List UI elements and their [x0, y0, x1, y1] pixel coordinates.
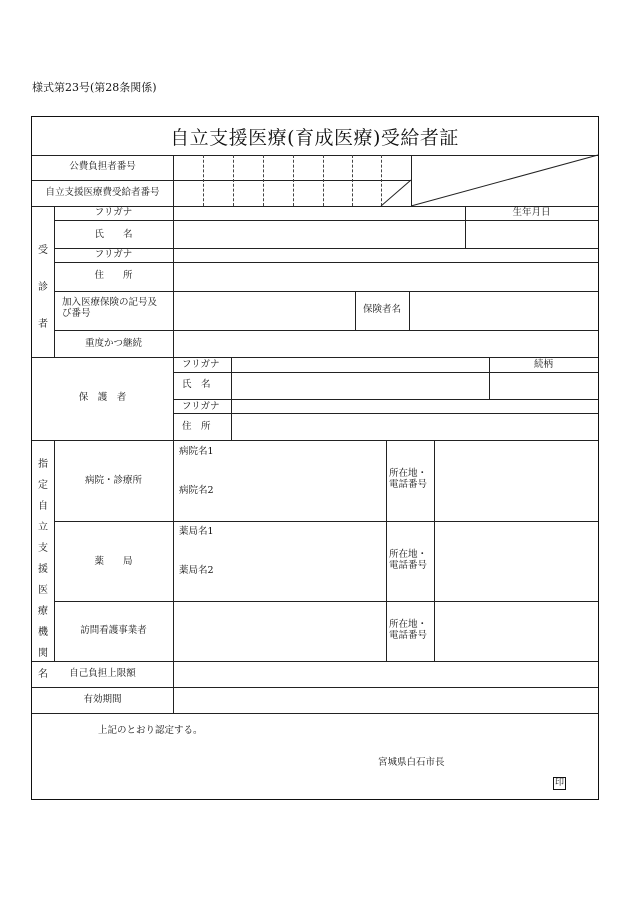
recipient-side-label: 受 診 者 — [38, 245, 48, 330]
form-number-label: 様式第23号(第28条関係) — [32, 81, 157, 94]
guardian-furigana-label-2: フリガナ — [182, 401, 220, 412]
certification-text: 上記のとおり認定する。 — [98, 725, 203, 736]
recipient-number-label: 自立支援医療費受給者番号 — [45, 187, 160, 198]
rule — [409, 291, 410, 330]
pharmacy-name-1: 薬局名1 — [179, 526, 214, 537]
pharmacy-label: 薬 局 — [94, 556, 133, 567]
rule — [32, 687, 598, 688]
validity-label: 有効期間 — [83, 694, 122, 705]
insurer-label: 保険者名 — [362, 304, 401, 315]
institutions-side-label: 指 定 自 立 支 援 医 療 機 関 名 — [38, 459, 48, 680]
rule — [54, 220, 598, 221]
hospital-location-label: 所在地・ 電話番号 — [389, 468, 428, 491]
guardian-address-label: 住 所 — [182, 421, 211, 432]
rule — [386, 440, 387, 661]
rule — [173, 372, 598, 373]
hospital-name-2: 病院名2 — [179, 485, 214, 496]
furigana-label-2: フリガナ — [94, 249, 133, 260]
rule — [434, 440, 435, 661]
seal-mark: 印 — [554, 778, 564, 788]
hospital-name-1: 病院名1 — [179, 446, 214, 457]
rule — [231, 357, 232, 440]
hospital-label: 病院・診療所 — [84, 475, 142, 486]
rule — [54, 521, 598, 522]
rule — [54, 601, 598, 602]
furigana-label: フリガナ — [94, 207, 133, 218]
nursing-label: 訪問看護事業者 — [80, 625, 147, 636]
issuer-text: 宮城県白石市長 — [378, 757, 445, 768]
rule — [54, 262, 598, 263]
rule — [54, 291, 598, 292]
rule — [173, 399, 598, 400]
guardian-label: 保 護 者 — [78, 392, 127, 403]
rule — [32, 357, 598, 358]
insurance-label: 加入医療保険の記号及 び番号 — [62, 297, 158, 320]
rule — [32, 440, 598, 441]
rule — [32, 713, 598, 714]
pharmacy-location-label: 所在地・ 電話番号 — [389, 549, 428, 572]
address-label: 住 所 — [94, 270, 133, 281]
relation-label: 続柄 — [533, 359, 553, 370]
rule — [173, 155, 174, 713]
pharmacy-name-2: 薬局名2 — [179, 565, 214, 576]
limit-label: 自己負担上限額 — [69, 668, 136, 679]
birthdate-label: 生年月日 — [512, 207, 551, 218]
rule — [32, 661, 598, 662]
rule — [54, 330, 598, 331]
name-label: 氏 名 — [94, 229, 133, 240]
severe-label: 重度かつ継続 — [84, 338, 142, 349]
certificate-frame — [31, 116, 599, 800]
guardian-furigana-label: フリガナ — [182, 359, 220, 370]
guardian-name-label: 氏 名 — [182, 379, 211, 390]
public-payer-label: 公費負担者番号 — [69, 161, 136, 172]
rule — [173, 413, 598, 414]
page-title: 自立支援医療(育成医療)受給者証 — [170, 126, 459, 149]
nursing-location-label: 所在地・ 電話番号 — [389, 619, 428, 642]
